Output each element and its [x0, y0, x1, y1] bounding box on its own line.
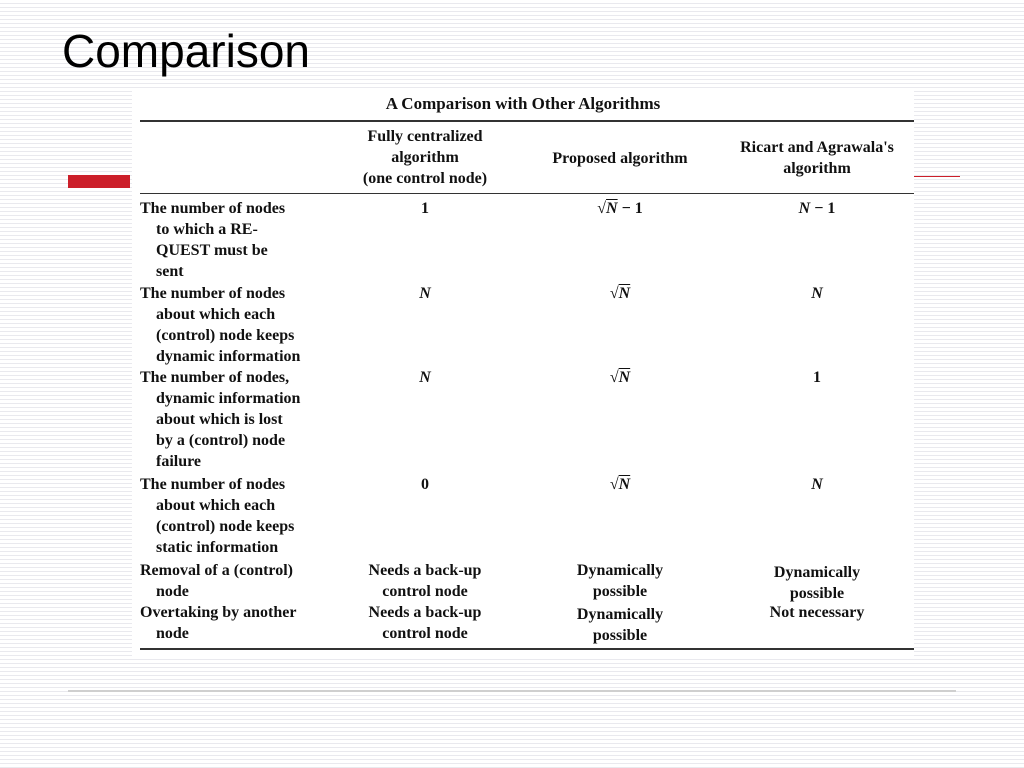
- table-cell: 1: [813, 369, 821, 386]
- table-cell: N: [419, 369, 431, 386]
- row-label-line: (control) node keeps: [156, 518, 295, 535]
- row-label-first-line: The number of nodes,: [140, 369, 290, 386]
- row-label-line: QUEST must be: [156, 242, 268, 259]
- row-label-line: dynamic information: [156, 348, 301, 365]
- row-label-line: sent: [156, 263, 184, 280]
- table-cell: N: [811, 476, 823, 493]
- row-label: [140, 283, 340, 367]
- table-cell: Dynamically possible: [576, 562, 664, 600]
- row-label-line: (control) node keeps: [156, 327, 295, 344]
- row-label: [140, 367, 340, 472]
- table-caption: A Comparison with Other Algorithms: [385, 94, 661, 113]
- table-cell: Needs a back-up control node: [368, 562, 482, 600]
- row-label-line: failure: [156, 453, 202, 470]
- row-label-line: dynamic information: [156, 390, 301, 407]
- row-label-line: node: [156, 625, 189, 642]
- row-label-first-line: Overtaking by another: [140, 604, 297, 621]
- table-cell: Not necessary: [769, 604, 865, 621]
- row-label-line: about which each: [156, 497, 276, 514]
- table-cell: √N − 1: [597, 200, 643, 217]
- comparison-table: [132, 90, 914, 658]
- slide-title: Comparison: [62, 25, 310, 77]
- row-label: [140, 198, 340, 282]
- row-label: [140, 560, 340, 602]
- bottom-divider: [68, 690, 956, 692]
- table-cell: Dynamically possible: [576, 606, 664, 644]
- table-cell: Dynamically possible: [773, 564, 861, 602]
- row-label-line: static information: [156, 539, 279, 556]
- table-cell: N: [419, 285, 431, 302]
- table-cell: Needs a back-up control node: [368, 604, 482, 642]
- row-label-first-line: The number of nodes: [140, 285, 286, 302]
- row-label-line: about which is lost: [156, 411, 283, 428]
- row-label: [140, 602, 340, 644]
- table-cell: √N: [609, 285, 631, 302]
- row-label-line: about which each: [156, 306, 276, 323]
- header-ricart-agrawala: Ricart and Agrawala's algorithm: [740, 139, 894, 177]
- accent-line-right: [914, 176, 960, 177]
- header-proposed: Proposed algorithm: [552, 150, 688, 167]
- table-cell: 1: [421, 200, 429, 217]
- row-label-first-line: Removal of a (control): [140, 562, 293, 579]
- table-top-rule: [140, 120, 914, 122]
- row-label-first-line: The number of nodes: [140, 200, 286, 217]
- table-cell: N: [811, 285, 823, 302]
- row-label-line: node: [156, 583, 189, 600]
- table-cell: N − 1: [798, 200, 836, 217]
- table-bottom-rule: [140, 648, 914, 650]
- row-label: [140, 474, 340, 558]
- table-cell: √N: [609, 476, 631, 493]
- header-centralized: Fully centralized algorithm (one control node): [362, 128, 488, 187]
- table-header-rule: [140, 193, 914, 194]
- accent-bar-left: [68, 175, 130, 188]
- table-cell: 0: [421, 476, 429, 493]
- row-label-line: by a (control) node: [156, 432, 286, 449]
- table-cell: √N: [609, 369, 631, 386]
- row-label-first-line: The number of nodes: [140, 476, 286, 493]
- row-label-line: to which a RE-: [156, 221, 258, 238]
